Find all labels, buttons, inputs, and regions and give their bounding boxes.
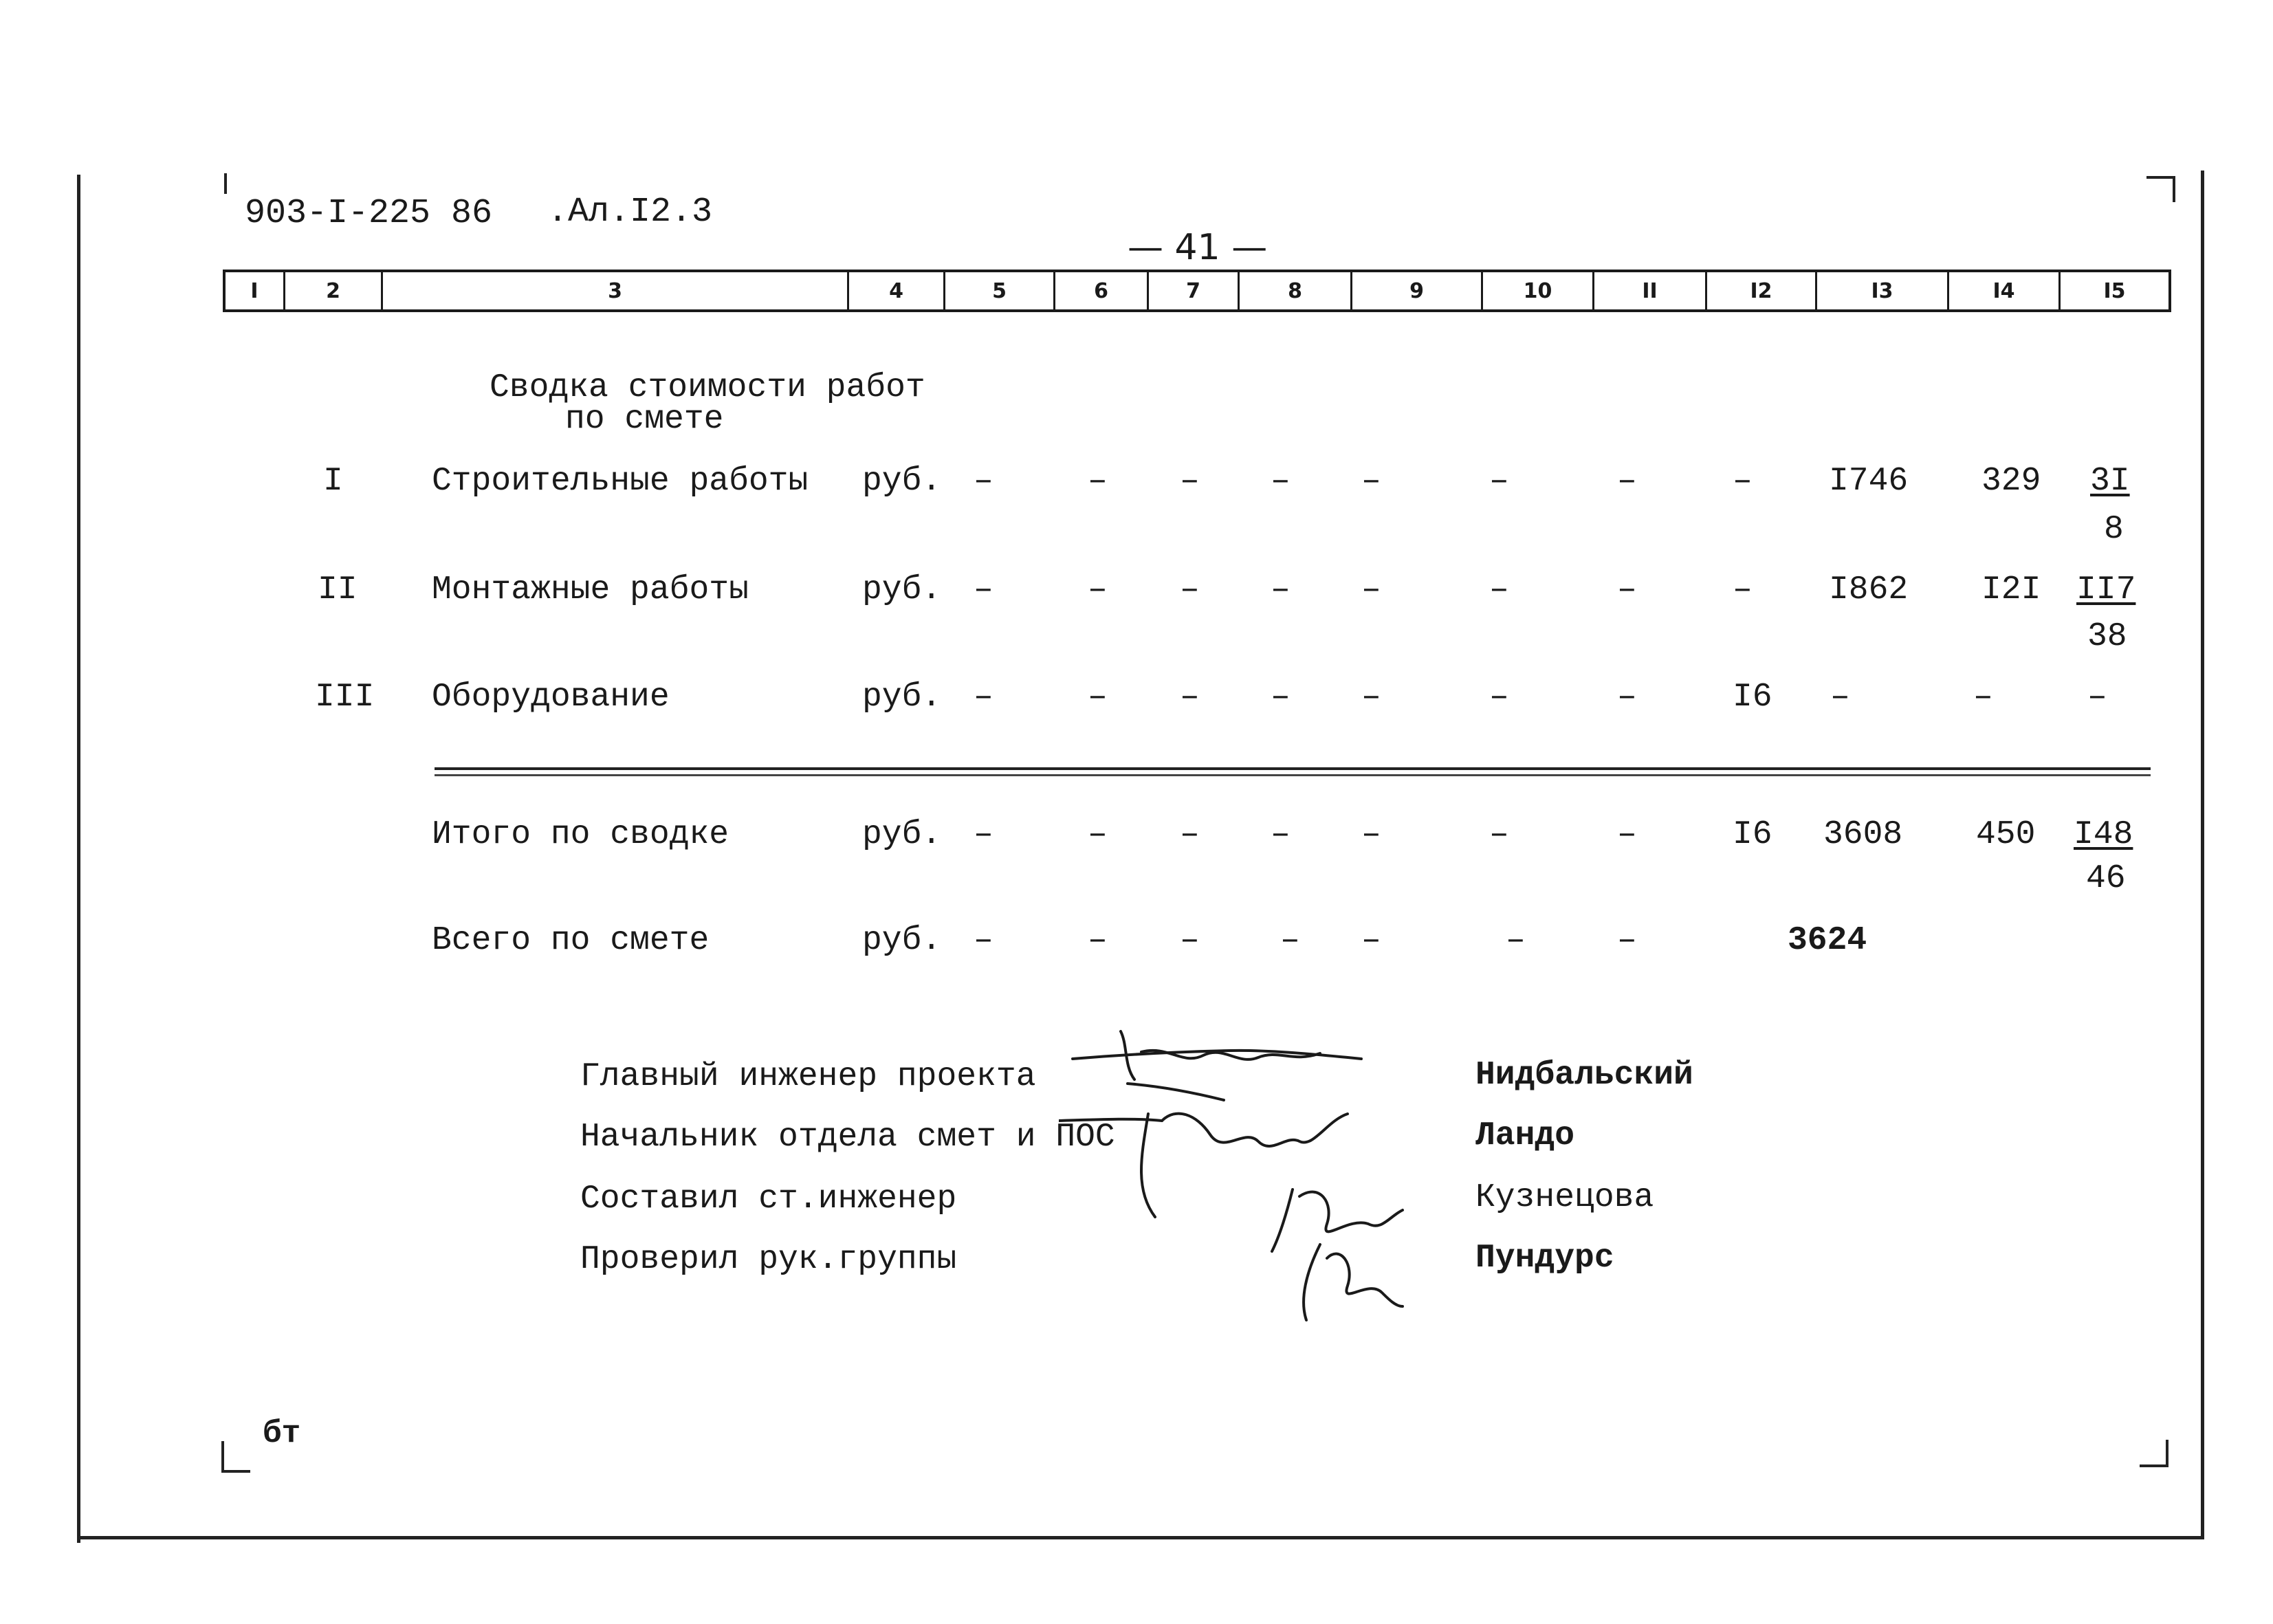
grand-total-dash: – [1088, 922, 1108, 959]
row-cell-dash: – [1180, 679, 1200, 716]
grand-total-name: Всего по смете [432, 922, 710, 959]
total-unit: руб. [862, 816, 942, 853]
row-cell-dash: – [1617, 679, 1637, 716]
total-cell-dash: – [1088, 816, 1108, 853]
row-cell-dash: – [1088, 463, 1108, 500]
total-cell-dash: – [1180, 816, 1200, 853]
row-cell-dash: – [1271, 679, 1291, 716]
column-number: I4 [1947, 272, 2058, 309]
corner-mark-bottom-left-h [221, 1470, 250, 1473]
total-separator-rule [435, 767, 2151, 770]
total-cell-col15-top: I48 [2074, 816, 2133, 853]
total-cell-dash: – [1617, 816, 1637, 853]
grand-total-dash: – [974, 922, 993, 959]
signature-stroke-2 [1141, 1114, 1348, 1217]
column-number: 3 [381, 272, 847, 309]
frame-left-border [77, 175, 80, 1543]
column-number: 9 [1350, 272, 1481, 309]
row-cell-dash: – [974, 571, 993, 608]
total-cell-col12: I6 [1733, 816, 1772, 853]
grand-total-value: 3624 [1788, 922, 1867, 959]
footer-mark: бт [263, 1416, 301, 1451]
summary-title-line2: по смете [565, 401, 724, 438]
signature-name: Пундурс [1475, 1240, 1614, 1277]
row-cell-dash: – [1361, 571, 1381, 608]
total-cell-dash: – [1361, 816, 1381, 853]
signature-role: Проверил рук.группы [580, 1241, 957, 1278]
row-number: II [318, 571, 358, 608]
frame-bottom-border [77, 1536, 2204, 1539]
row-cell-dash: – [974, 679, 993, 716]
row-cell-col14: 329 [1981, 463, 2041, 500]
grand-total-dash: – [1361, 922, 1381, 959]
row-cell-dash: – [974, 463, 993, 500]
row-name: Монтажные работы [432, 571, 749, 608]
row-cell-dash: – [1361, 679, 1381, 716]
row-cell-col14: I2I [1981, 571, 2041, 608]
row-cell-col13: I746 [1829, 463, 1909, 500]
signature-name: Ландо [1475, 1117, 1575, 1154]
column-number: 4 [847, 272, 943, 309]
corner-mark-bottom-left [221, 1441, 224, 1473]
page-number: — 41 — [1128, 227, 1268, 268]
signature-stroke-4 [1304, 1244, 1403, 1320]
row-cell-dash: – [1088, 571, 1108, 608]
row-cell-col13: I862 [1829, 571, 1909, 608]
signature-name: Нидбальский [1475, 1057, 1693, 1094]
corner-mark-bottom-right-h [2140, 1464, 2168, 1467]
row-cell-col15-bottom: 8 [2104, 511, 2124, 548]
column-number: 5 [943, 272, 1053, 309]
signature-name: Кузнецова [1475, 1179, 1654, 1216]
row-cell-dash: – [1180, 463, 1200, 500]
row-cell-col15-bottom: 38 [2087, 618, 2127, 655]
signature-role: Главный инженер проекта [580, 1058, 1036, 1095]
grand-total-unit: руб. [862, 922, 942, 959]
frame-right-border [2201, 171, 2204, 1539]
column-number: I2 [1705, 272, 1815, 309]
signature-role: Начальник отдела смет и ПОС [580, 1119, 1115, 1156]
signature-stroke-3 [1272, 1189, 1403, 1251]
row-cell-col12: I6 [1733, 679, 1772, 716]
corner-mark-top-right [2146, 176, 2175, 179]
grand-total-dash: – [1180, 922, 1200, 959]
column-number: 8 [1238, 272, 1350, 309]
total-name: Итого по сводке [432, 816, 729, 853]
row-cell-dash: – [1489, 463, 1509, 500]
corner-mark-top-right-v [2173, 176, 2175, 202]
grand-total-dash: – [1506, 922, 1526, 959]
total-cell-dash: – [1271, 816, 1291, 853]
column-number: I3 [1815, 272, 1947, 309]
column-number: II [1592, 272, 1705, 309]
row-cell-dash: – [1733, 463, 1753, 500]
row-cell-col14: – [1973, 679, 1993, 716]
row-cell-dash: – [1617, 463, 1637, 500]
column-number-row [223, 270, 2171, 312]
row-cell-col15-top: 3I [2090, 463, 2130, 500]
sheet-reference: .Ал.I2.3 [547, 193, 713, 232]
row-cell-dash: – [1489, 679, 1509, 716]
document-code: 903-I-225 86 [245, 194, 493, 233]
signature-stroke-2b [1059, 1119, 1162, 1121]
row-unit: руб. [862, 679, 942, 716]
row-name: Оборудование [432, 679, 670, 716]
row-cell-dash: – [1180, 571, 1200, 608]
row-cell-dash: – [1271, 463, 1291, 500]
total-cell-dash: – [974, 816, 993, 853]
row-cell-dash: – [1489, 571, 1509, 608]
row-name: Строительные работы [432, 463, 809, 500]
row-unit: руб. [862, 571, 942, 608]
row-cell-col13: – [1830, 679, 1850, 716]
row-number: III [315, 679, 375, 716]
signature-stroke-1b [1121, 1031, 1320, 1079]
summary-title-line1: Сводка стоимости работ [490, 369, 925, 406]
total-separator-rule-2 [435, 774, 2151, 776]
row-cell-dash: – [1361, 463, 1381, 500]
grand-total-dash: – [1617, 922, 1637, 959]
column-number: 6 [1053, 272, 1147, 309]
handwritten-signatures [1059, 1018, 1416, 1334]
signature-stroke-1c [1128, 1084, 1224, 1100]
row-unit: руб. [862, 463, 942, 500]
total-cell-col13: 3608 [1823, 816, 1903, 853]
row-cell-col15-top: – [2087, 679, 2107, 716]
column-number: I5 [2058, 272, 2168, 309]
column-number: 7 [1147, 272, 1238, 309]
total-cell-dash: – [1489, 816, 1509, 853]
total-cell-col14: 450 [1976, 816, 2036, 853]
corner-mark-bottom-right [2166, 1440, 2168, 1467]
row-cell-col15-top: II7 [2076, 571, 2136, 608]
column-number: 2 [283, 272, 381, 309]
grand-total-dash: – [1280, 922, 1300, 959]
signature-role: Составил ст.инженер [580, 1181, 957, 1218]
total-cell-col15-bottom: 46 [2086, 860, 2126, 897]
column-number: 10 [1481, 272, 1592, 309]
row-cell-dash: – [1733, 571, 1753, 608]
row-cell-dash: – [1617, 571, 1637, 608]
row-cell-dash: – [1271, 571, 1291, 608]
top-left-tick [224, 173, 227, 194]
column-number: I [250, 278, 259, 303]
row-cell-dash: – [1088, 679, 1108, 716]
row-number: I [323, 463, 343, 500]
